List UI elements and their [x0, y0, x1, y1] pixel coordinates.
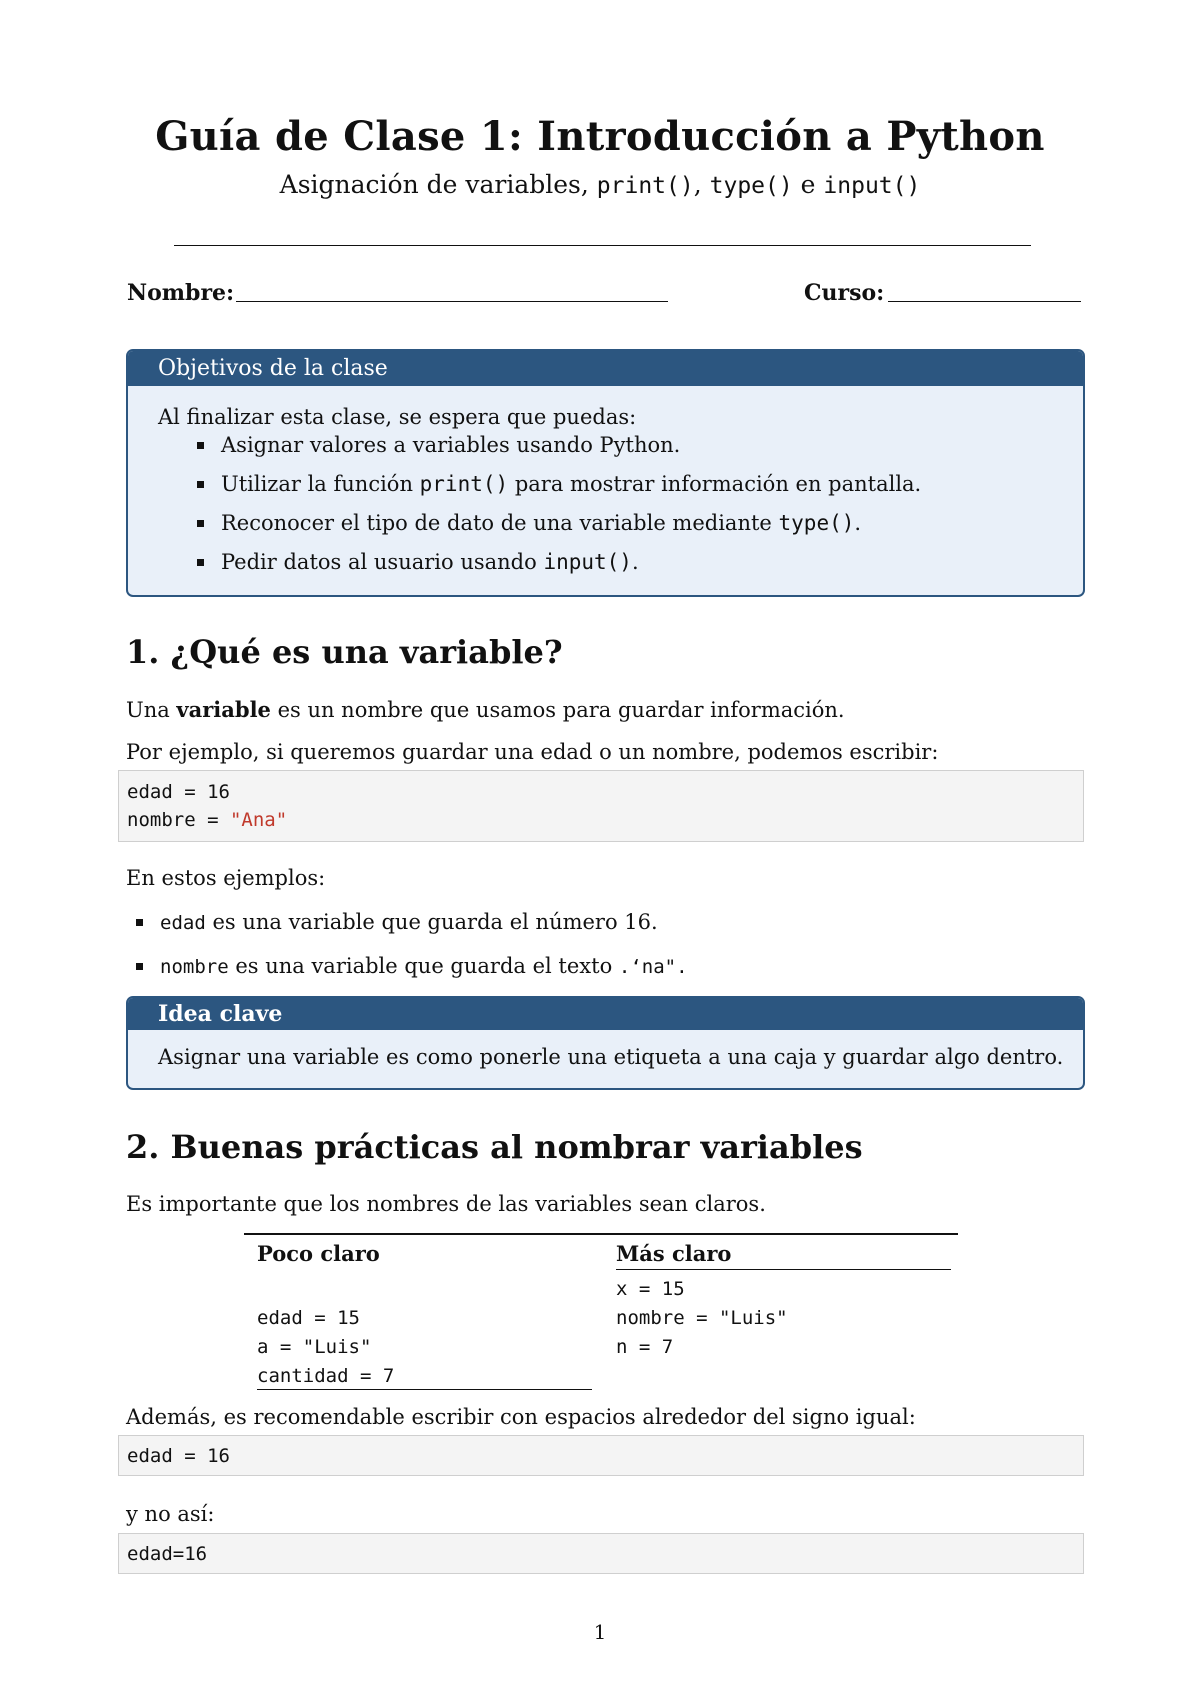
objectives-box [126, 349, 1085, 597]
bullet-item [160, 909, 688, 953]
code-string: "Ana" [229, 809, 288, 831]
objectives-list [158, 432, 1083, 588]
objective-text: para mostrar información en pantalla. [508, 472, 922, 496]
table-cell: nombre = "Luis" [616, 1307, 788, 1329]
bullet-item [160, 953, 688, 997]
subtitle-code-type: type() [709, 173, 793, 199]
section1-paragraph1 [126, 697, 845, 722]
table-header-clear: Más claro [616, 1241, 732, 1266]
name-label: Nombre: [127, 280, 235, 306]
table-header-unclear: Poco claro [257, 1241, 380, 1266]
key-idea-title: Idea clave [128, 998, 1083, 1030]
code-block-bad: edad=16 [118, 1533, 1084, 1574]
table-cell: edad = 15 [257, 1307, 360, 1329]
table-bottom-rule [257, 1389, 592, 1390]
document-subtitle [0, 170, 1200, 199]
table-cell: n = 7 [616, 1336, 674, 1358]
objective-text: Asignar valores a variables usando Python. [221, 433, 681, 457]
code-line: edad = 16 [127, 781, 230, 803]
bold-term: variable [176, 697, 271, 722]
code-text: nombre = [127, 809, 230, 831]
table-cell: x = 15 [616, 1278, 685, 1300]
bullet-value: .‘na". [618, 956, 688, 978]
section2-paragraph1: Es importante que los nombres de las variables sean claros. [126, 1192, 766, 1216]
title-rule [174, 245, 1031, 246]
bullet-code: edad [160, 912, 206, 934]
section2-paragraph2: Además, es recomendable escribir con espacios alrededor del signo igual: [126, 1405, 916, 1429]
objective-item [221, 432, 1083, 471]
subtitle-code-input: input() [823, 173, 921, 199]
bullet-text: es una variable que guarda el número 16. [205, 910, 658, 934]
section2-paragraph3: y no así: [126, 1502, 215, 1526]
table-header-rule [616, 1269, 951, 1270]
table-cell: cantidad = 7 [257, 1365, 395, 1387]
course-field-line[interactable] [888, 301, 1081, 302]
bullet-text: es una variable que guarda el texto [228, 954, 619, 978]
section1-heading: 1. ¿Qué es una variable? [126, 633, 563, 671]
table-top-rule [244, 1233, 958, 1235]
table-cell: a = "Luis" [257, 1336, 372, 1358]
course-label: Curso: [804, 280, 885, 306]
objective-item [221, 510, 1083, 549]
page-number: 1 [593, 1620, 607, 1644]
objective-text: . [631, 550, 639, 574]
section1-paragraph3: En estos ejemplos: [126, 866, 326, 890]
section2-heading: 2. Buenas prácticas al nombrar variables [126, 1128, 863, 1166]
objectives-body [128, 386, 1083, 588]
section1-paragraph2: Por ejemplo, si queremos guardar una edad o un nombre, podemos escribir: [126, 740, 939, 764]
objective-text: . [854, 511, 862, 535]
code-block-example [118, 770, 1084, 842]
key-idea-box [126, 996, 1085, 1090]
code-block-good: edad = 16 [118, 1435, 1084, 1476]
section1-bullets [160, 909, 688, 997]
paragraph-text: es un nombre que usamos para guardar información. [270, 698, 845, 722]
objective-item [221, 471, 1083, 510]
objectives-title: Objetivos de la clase [128, 351, 1083, 386]
subtitle-text: Asignación de variables, [279, 170, 597, 199]
code-line [127, 806, 1083, 834]
objective-text: Reconocer el tipo de dato de una variable mediante [221, 511, 779, 535]
objective-code: type() [778, 511, 855, 535]
bullet-code: nombre [160, 956, 229, 978]
subtitle-code-print: print() [596, 173, 694, 199]
key-idea-text: Asignar una variable es como ponerle una etiqueta a una caja y guardar algo dentro. [158, 1045, 1064, 1069]
subtitle-sep: , [693, 170, 710, 199]
objective-code: print() [419, 472, 509, 496]
objective-text: Pedir datos al usuario usando [221, 550, 544, 574]
objective-item [221, 549, 1083, 588]
objectives-intro: Al finalizar esta clase, se espera que puedas: [158, 405, 637, 429]
objective-code: input() [543, 550, 632, 574]
name-field-line[interactable] [236, 301, 668, 302]
objective-text: Utilizar la función [221, 472, 420, 496]
paragraph-text: Una [126, 698, 177, 722]
document-title: Guía de Clase 1: Introducción a Python [155, 113, 1045, 160]
subtitle-sep: e [792, 170, 824, 199]
